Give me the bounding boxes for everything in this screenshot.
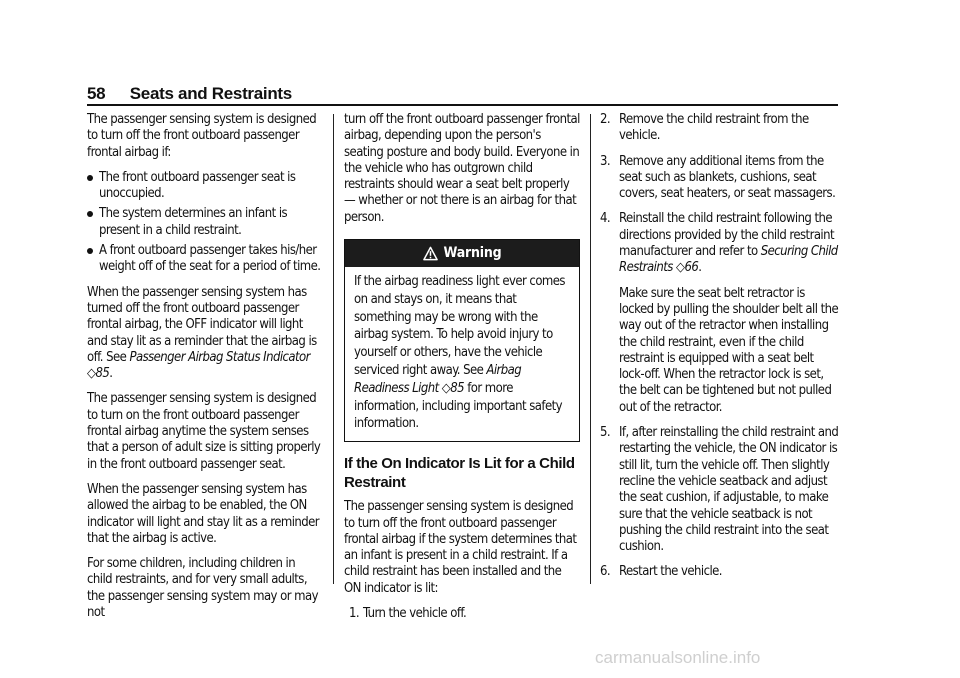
section-heading: If the On Indicator Is Lit for a Child Restraint	[344, 455, 575, 492]
child-restraint-paragraph: The passenger sensing system is designed to turn off the front outboard passenger frontal airbag if the system determines that an infant is present in a child restraint. If a child restraint has been installed and the ON indicator is lit:	[344, 499, 577, 596]
children-paragraph: For some children, including children in child restraints, and for very small adults, the passenger sensing system may or may not	[87, 556, 318, 621]
page-number: 58	[87, 84, 106, 103]
column-divider	[590, 114, 591, 584]
column-1	[87, 112, 323, 630]
steps-list	[344, 606, 580, 622]
on-design-paragraph: The passenger sensing system is designed to turn on the front outboard passenger frontal airbag anytime the system senses that a person of adult size is sitting properly in the front outboard passenger seat.	[87, 391, 321, 472]
page-ref-icon: ◇	[676, 260, 685, 276]
bullet-icon	[87, 248, 93, 254]
page-header	[87, 84, 292, 104]
list-item: 2. Remove the child restraint from the vehicle.	[600, 112, 809, 144]
page-ref-icon: ◇	[87, 366, 96, 382]
list-item: A front outboard passenger takes his/her weight off of the seat for a period of time.	[87, 243, 323, 276]
section-title: Seats and Restraints	[129, 84, 292, 103]
page-ref-number[interactable]: 66	[684, 260, 699, 276]
list-item: 1. Turn the vehicle off.	[349, 606, 467, 622]
off-indicator-paragraph: When the passenger sensing system has turned off the front outboard passenger frontal airbag, the OFF indicator will light and stay lit as a reminder that the airbag is off. See Passenger Airbag Status Indicator ◇85.	[87, 284, 317, 382]
list-item: 6. Restart the vehicle.	[600, 564, 722, 580]
continuation-paragraph: turn off the front outboard passenger frontal airbag, depending upon the person's seating posture and body build. Everyone in the vehicle who has outgrown child restraints should wear a seat belt properly — whether or not there is an airbag for that person.	[344, 112, 580, 225]
list-item: 3. Remove any additional items from the seat such as blankets, cushions, seat covers, seat heaters, or seat massagers.	[600, 153, 836, 202]
warning-header	[345, 240, 579, 267]
cross-reference-link[interactable]: Passenger Airbag Status Indicator	[129, 349, 310, 365]
bullet-icon	[87, 211, 93, 217]
steps-list	[600, 112, 840, 581]
warning-icon	[423, 244, 438, 271]
condition-list	[87, 170, 323, 276]
warning-title: Warning	[443, 245, 502, 262]
retractor-note: Make sure the seat belt retractor is locked by pulling the shoulder belt all the way out of the retractor when installing the child restraint, even if the child restraint is equipped with a seat belt lock-off. When the retractor lock is set, the belt can be tightened but not pulled out of the retractor.	[619, 285, 839, 415]
list-item: The system determines an infant is present in a child restraint.	[87, 206, 323, 239]
warning-body: If the airbag readiness light ever comes on and stays on, it means that something may be wrong with the airbag system. To help avoid injury to yourself or others, have the vehicle serviced right away. See Airbag Readiness Light ◇85 for more information, including important safety information.	[354, 274, 565, 432]
bullet-icon	[87, 175, 93, 181]
cross-reference-link[interactable]: Securing Child Restraints	[619, 244, 838, 276]
column-2	[344, 112, 580, 631]
list-item: The front outboard passenger seat is unoccupied.	[87, 170, 323, 203]
column-divider	[333, 114, 334, 584]
column-3	[600, 112, 840, 590]
page-ref-number[interactable]: 85	[450, 380, 465, 396]
intro-paragraph: The passenger sensing system is designed to turn off the front outboard passenger frontal airbag if:	[87, 112, 317, 160]
page-ref-icon: ◇	[441, 380, 451, 396]
on-indicator-paragraph: When the passenger sensing system has allowed the airbag to be enabled, the ON indicator will light and stay lit as a reminder that the airbag is active.	[87, 481, 320, 546]
page-ref-number[interactable]: 85	[95, 366, 110, 382]
header-rule	[87, 104, 838, 106]
warning-box	[344, 239, 580, 442]
cross-reference-link[interactable]: Airbag Readiness Light	[354, 363, 522, 396]
list-item: 4. Reinstall the child restraint following the directions provided by the child restraint manufacturer and refer to Securing Child Restraints ◇66. Make sure the seat belt retractor is locked by pulling the shoulder belt all the way out of the retractor when installing the child restraint, even if the child restraint is equipped with a seat belt lock-off. When the retractor lock is set, the belt can be tightened but not pulled out of the retractor.	[600, 211, 839, 415]
watermark: carmanualsonline.info	[595, 648, 761, 667]
list-item: 5. If, after reinstalling the child restraint and restarting the vehicle, the ON indicator is still lit, turn the vehicle off. Then slightly recline the vehicle seatback and adjust the seat cushion, if adjustable, to make sure that the vehicle seatback is not pushing the child restraint into the seat cushion.	[600, 425, 839, 555]
